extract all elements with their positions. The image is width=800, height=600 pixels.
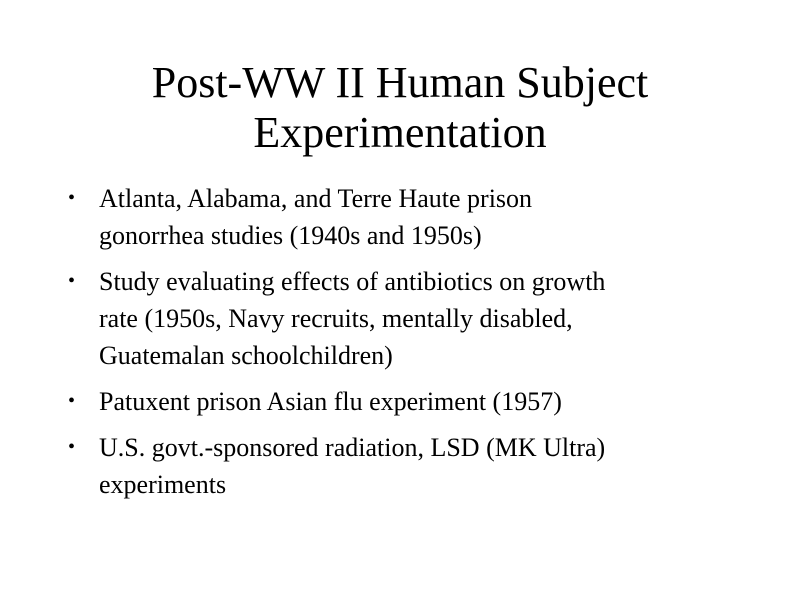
bullet-text-line: Guatemalan schoolchildren): [99, 341, 393, 370]
bullet-text: [99, 429, 748, 503]
bullet-text: [99, 263, 748, 374]
bullet-icon: •: [68, 436, 76, 458]
bullet-item: [68, 263, 748, 374]
bullet-text-line: experiments: [99, 470, 227, 499]
slide-title: [40, 58, 760, 158]
bullet-item: [68, 180, 748, 254]
bullet-text-line: U.S. govt.-sponsored radiation, LSD (MK Ultra): [99, 433, 606, 462]
bullet-icon: •: [68, 270, 76, 292]
bullet-text-line: Atlanta, Alabama, and Terre Haute prison: [99, 184, 533, 213]
slide-title-line: Post-WW II Human Subject: [151, 58, 649, 107]
bullet-text-line: Study evaluating effects of antibiotics on growth: [99, 267, 606, 296]
slide-title-line: Experimentation: [253, 108, 547, 157]
bullet-list: [68, 180, 748, 512]
bullet-text-line: Patuxent prison Asian flu experiment (1957): [99, 387, 562, 416]
bullet-text: [99, 383, 748, 420]
bullet-item: [68, 429, 748, 503]
bullet-item: [68, 383, 748, 420]
bullet-icon: •: [68, 390, 76, 412]
bullet-icon: •: [68, 187, 76, 209]
bullet-text-line: rate (1950s, Navy recruits, mentally disabled,: [99, 304, 573, 333]
bullet-text-line: gonorrhea studies (1940s and 1950s): [99, 221, 482, 250]
bullet-text: [99, 180, 748, 254]
